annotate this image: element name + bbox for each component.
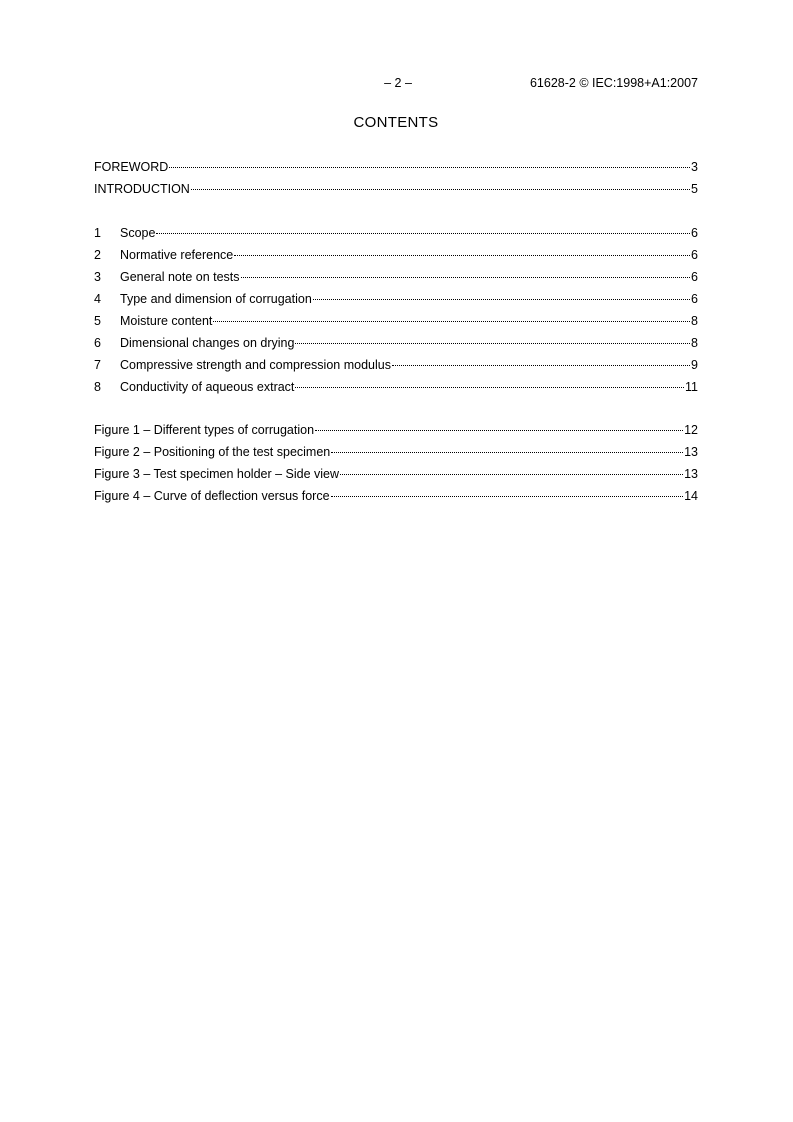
- toc-leader-dots: [340, 462, 683, 475]
- toc-entry-text: INTRODUCTION: [94, 182, 190, 196]
- toc-entry-text: Compressive strength and compression modulus: [120, 358, 391, 372]
- page-number: – 2 –: [384, 76, 412, 90]
- toc-entry-number: 4: [94, 292, 101, 306]
- toc-clauses: [94, 222, 698, 398]
- toc-entry-foreword[interactable]: [94, 156, 698, 178]
- toc-entry-text: Moisture content: [120, 314, 213, 328]
- toc-entry-number: 3: [94, 270, 101, 284]
- toc-entry-page: 6: [691, 248, 698, 262]
- toc-entry-figure-3[interactable]: [94, 463, 698, 485]
- toc-figures: [94, 419, 698, 507]
- toc-entry-page: 13: [684, 467, 698, 481]
- toc-front-matter: [94, 156, 698, 200]
- toc-entry-clause-6[interactable]: [94, 332, 698, 354]
- document-reference: 61628-2 © IEC:1998+A1:2007: [529, 76, 698, 90]
- page-header: [94, 76, 698, 92]
- toc-entry-number: 1: [94, 226, 101, 240]
- toc-entry-page: 12: [684, 423, 698, 437]
- toc-entry-text: Figure 4 – Curve of deflection versus force: [94, 489, 330, 503]
- toc-entry-page: 6: [691, 292, 698, 306]
- toc-entry-number: 8: [94, 380, 101, 394]
- toc-entry-text: Conductivity of aqueous extract: [120, 380, 295, 394]
- toc-leader-dots: [241, 265, 691, 278]
- toc-leader-dots: [331, 484, 684, 497]
- toc-entry-introduction[interactable]: [94, 178, 698, 200]
- toc-entry-text: Figure 2 – Positioning of the test specimen: [94, 445, 331, 459]
- toc-entry-page: 14: [684, 489, 698, 503]
- toc-leader-dots: [331, 440, 683, 453]
- toc-entry-text: Normative reference: [120, 248, 234, 262]
- toc-leader-dots: [295, 331, 690, 344]
- toc-entry-text: Dimensional changes on drying: [120, 336, 295, 350]
- toc-entry-figure-1[interactable]: [94, 419, 698, 441]
- toc-entry-page: 13: [684, 445, 698, 459]
- toc-entry-clause-7[interactable]: [94, 354, 698, 376]
- toc-entry-figure-4[interactable]: [94, 485, 698, 507]
- toc-entry-clause-1[interactable]: [94, 222, 698, 244]
- page-title: CONTENTS: [353, 114, 439, 131]
- toc-leader-dots: [234, 243, 690, 256]
- toc-entry-number: 5: [94, 314, 101, 328]
- toc-entry-text: General note on tests: [120, 270, 240, 284]
- toc-entry-page: 8: [691, 314, 698, 328]
- toc-entry-clause-4[interactable]: [94, 288, 698, 310]
- toc-entry-number: 2: [94, 248, 101, 262]
- toc-entry-clause-8[interactable]: [94, 376, 698, 398]
- toc-entry-text: Scope: [120, 226, 156, 240]
- toc-entry-text: Figure 1 – Different types of corrugation: [94, 423, 315, 437]
- toc-entry-page: 5: [691, 182, 698, 196]
- toc-entry-page: 3: [691, 160, 698, 174]
- toc-entry-text: Figure 3 – Test specimen holder – Side view: [94, 467, 340, 481]
- toc-entry-figure-2[interactable]: [94, 441, 698, 463]
- toc-leader-dots: [213, 309, 690, 322]
- toc-leader-dots: [392, 353, 690, 366]
- toc-entry-number: 6: [94, 336, 101, 350]
- toc-entry-clause-3[interactable]: [94, 266, 698, 288]
- toc-entry-page: 6: [691, 270, 698, 284]
- toc-leader-dots: [295, 375, 684, 388]
- toc-entry-number: 7: [94, 358, 101, 372]
- toc-entry-page: 8: [691, 336, 698, 350]
- toc-leader-dots: [191, 177, 690, 190]
- toc-leader-dots: [156, 221, 690, 234]
- toc-entry-text: Type and dimension of corrugation: [120, 292, 312, 306]
- toc-entry-clause-5[interactable]: [94, 310, 698, 332]
- toc-leader-dots: [315, 418, 683, 431]
- toc-leader-dots: [313, 287, 690, 300]
- toc-entry-page: 6: [691, 226, 698, 240]
- toc-entry-text: FOREWORD: [94, 160, 169, 174]
- toc-entry-clause-2[interactable]: [94, 244, 698, 266]
- toc-leader-dots: [169, 155, 690, 168]
- toc-entry-page: 9: [691, 358, 698, 372]
- toc-entry-page: 11: [685, 380, 698, 394]
